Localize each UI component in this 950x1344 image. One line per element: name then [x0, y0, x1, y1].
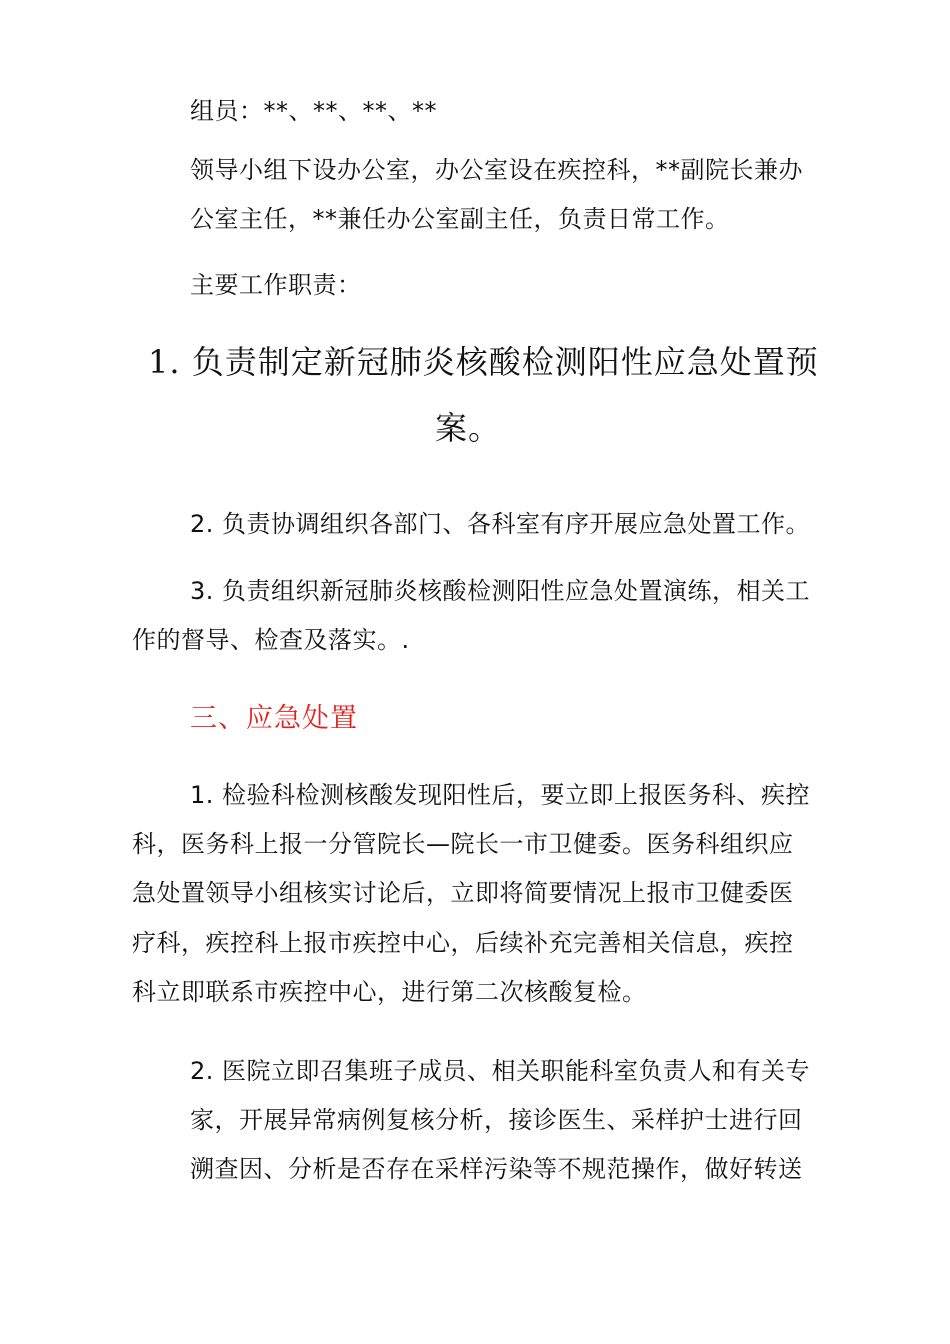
office-paragraph-line-1: 领导小组下设办公室，办公室设在疾控科，**副院长兼办 [190, 156, 803, 184]
duty-3-line-1: 3. 负责组织新冠肺炎核酸检测阳性应急处置演练，相关工 [190, 577, 811, 605]
duty-1-line-2: 案。 [435, 409, 502, 447]
duties-label: 主要工作职责： [190, 271, 362, 299]
item-1-line-1: 1. 检验科检测核酸发现阳性后，要立即上报医务科、疾控 [190, 781, 811, 809]
office-paragraph-line-2: 公室主任，**兼任办公室副主任，负责日常工作。 [190, 205, 730, 233]
section-3-heading: 三、应急处置 [190, 703, 358, 734]
duty-1-line-1: 1. 负责制定新冠肺炎核酸检测阳性应急处置预 [148, 343, 819, 381]
duty-2: 2. 负责协调组织各部门、各科室有序开展应急处置工作。 [190, 510, 811, 538]
item-1-line-4: 疗科，疾控科上报市疾控中心，后续补充完善相关信息，疾控 [132, 929, 794, 957]
members-line: 组员：**、**、**、** [190, 97, 437, 125]
item-2-line-1: 2. 医院立即召集班子成员、相关职能科室负责人和有关专 [190, 1057, 811, 1085]
item-2-line-3: 溯查因、分析是否存在采样污染等不规范操作，做好转送 [190, 1155, 803, 1183]
duty-3-line-2: 作的督导、检查及落实。. [132, 626, 410, 654]
item-1-line-3: 急处置领导小组核实讨论后，立即将简要情况上报市卫健委医 [132, 879, 794, 907]
item-2-line-2: 家，开展异常病例复核分析，接诊医生、采样护士进行回 [190, 1106, 803, 1134]
item-1-line-5: 科立即联系市疾控中心，进行第二次核酸复检。 [132, 978, 647, 1006]
item-1-line-2: 科，医务科上报一分管院长—院长一市卫健委。医务科组织应 [132, 830, 794, 858]
